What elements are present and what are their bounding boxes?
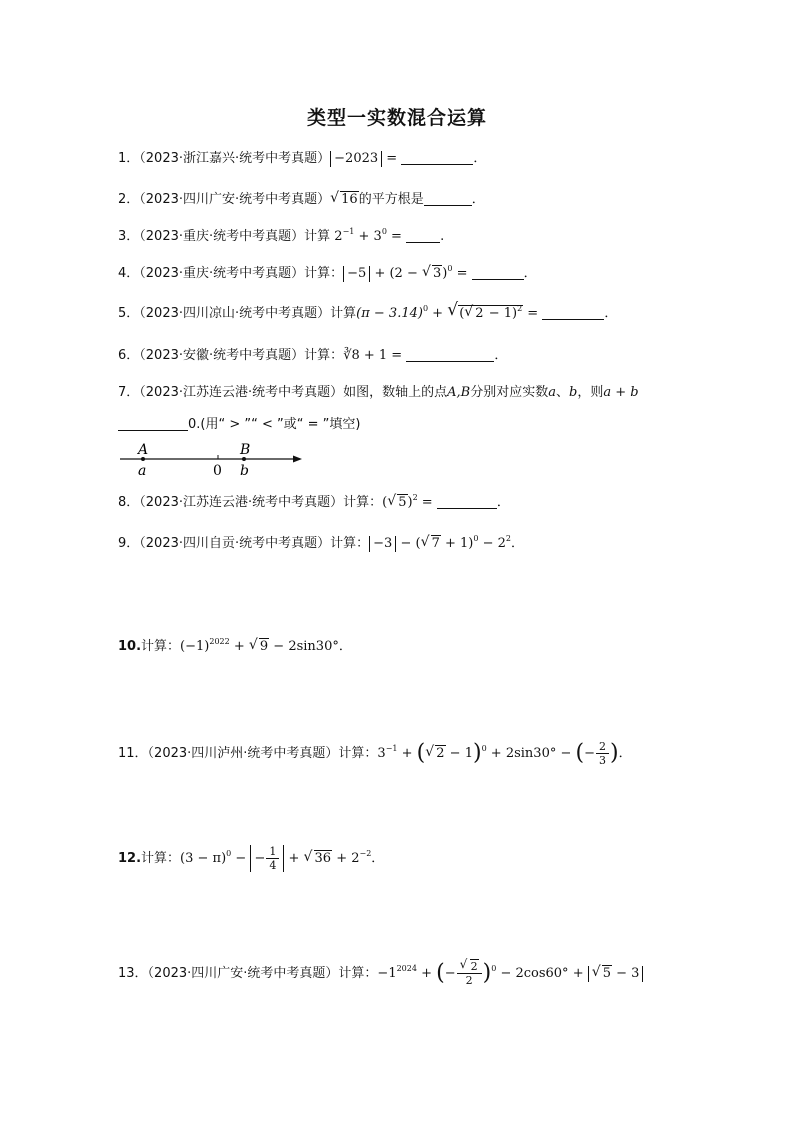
question-7-line-2: 0.(用“ > ”“ < ”或“ = ”填空)	[118, 415, 360, 435]
square-root: √ 36	[303, 849, 332, 866]
square-root: √ 9	[248, 637, 269, 654]
question-8: 8．（2023·江苏连云港·统考中考真题）计算：( √ 5)$^2$ = ．	[118, 493, 510, 513]
question-2: 2．（2023·四川广安·统考中考真题） √ 16的平方根是 ．	[118, 190, 485, 210]
question-7: 7．（2023·江苏连云港·统考中考真题）如图，数轴上的点A,B分别对应实数a、b，则a + b	[118, 385, 639, 400]
square-root-inner: √ 2	[464, 304, 484, 321]
question-5: 5．（2023·四川凉山·统考中考真题）计算$(\pi - 3.14)^0$ + √ ( √ 2 − 1)$^2$ = ．	[118, 304, 617, 324]
question-1: 1．（2023·浙江嘉兴·统考中考真题） −2023 = ．	[118, 151, 487, 166]
arrow-icon	[293, 456, 302, 463]
square-root: √ 3	[422, 264, 442, 281]
answer-blank[interactable]	[406, 228, 440, 243]
fraction: √ 2 2	[457, 960, 482, 987]
label-A: A	[138, 442, 149, 458]
number-line-figure	[118, 440, 308, 480]
answer-blank[interactable]	[424, 191, 472, 206]
label-B: B	[240, 442, 251, 458]
label-a: a	[138, 463, 147, 479]
square-root: √ 7	[420, 534, 440, 551]
label-b: b	[240, 463, 249, 479]
square-root: √ 5	[387, 493, 407, 510]
question-9: 9．（2023·四川自贡·统考中考真题）计算： −3 − ( √ $7 + 1)^0 - 2^2$．	[118, 534, 524, 554]
fraction: $\frac{2}{3}$	[596, 740, 609, 767]
answer-blank[interactable]	[472, 265, 524, 280]
answer-blank[interactable]	[401, 150, 473, 165]
question-10: 10.计算：$(-1)^{2022}$ + √ 9 − 2sin30°．	[118, 637, 352, 657]
question-3: 3．（2023·重庆·统考中考真题）计算 $2^{-1} + 3^0$ = .	[118, 227, 445, 244]
square-root: √ 16	[330, 190, 358, 207]
question-6: 6．（2023·安徽·统考中考真题）计算：∛8 + 1 = ．	[118, 348, 508, 363]
square-root: √ 2	[425, 744, 445, 761]
absolute-value: −2023	[330, 151, 382, 167]
label-zero: 0	[213, 463, 222, 479]
question-12: 12.计算：$(3 - \pi)^0$ − − $\frac{1}{4}$ + √ $36 + 2^{-2}$．	[118, 845, 385, 872]
absolute-value: −3	[369, 536, 396, 552]
fraction: $\frac{1}{4}$	[266, 845, 279, 872]
question-11: 11．（2023·四川泸州·统考中考真题）计算：$3^{-1}$ + ( √ 2 − 1)$^0$ + 2sin30° − (− $\frac{2}{3}$ )．	[118, 740, 632, 767]
square-root: √ 5	[591, 964, 611, 981]
absolute-value: √ 5 − 3	[588, 966, 644, 982]
answer-blank[interactable]	[542, 305, 604, 320]
question-4: 4．（2023·重庆·统考中考真题）计算： −5 + (2 − √ 3)$^0$ = ．	[118, 264, 537, 284]
square-root: √ 2	[459, 957, 478, 973]
absolute-value: −5	[343, 266, 370, 282]
page-title: 类型一实数混合运算	[306, 107, 487, 129]
answer-blank[interactable]	[118, 416, 188, 431]
answer-blank[interactable]	[437, 494, 497, 509]
question-13: 13．（2023·四川广安·统考中考真题）计算：$-1^{2024}$ + (− √ 2 2 )$^0$ − 2cos60° + √ 5 − 3	[118, 960, 643, 987]
cube-root: ∛8	[343, 348, 360, 363]
absolute-value: − $\frac{1}{4}$	[250, 845, 284, 872]
answer-blank[interactable]	[406, 347, 494, 362]
square-root-outer: √ ( √ 2 − 1)$^2$	[447, 304, 523, 324]
